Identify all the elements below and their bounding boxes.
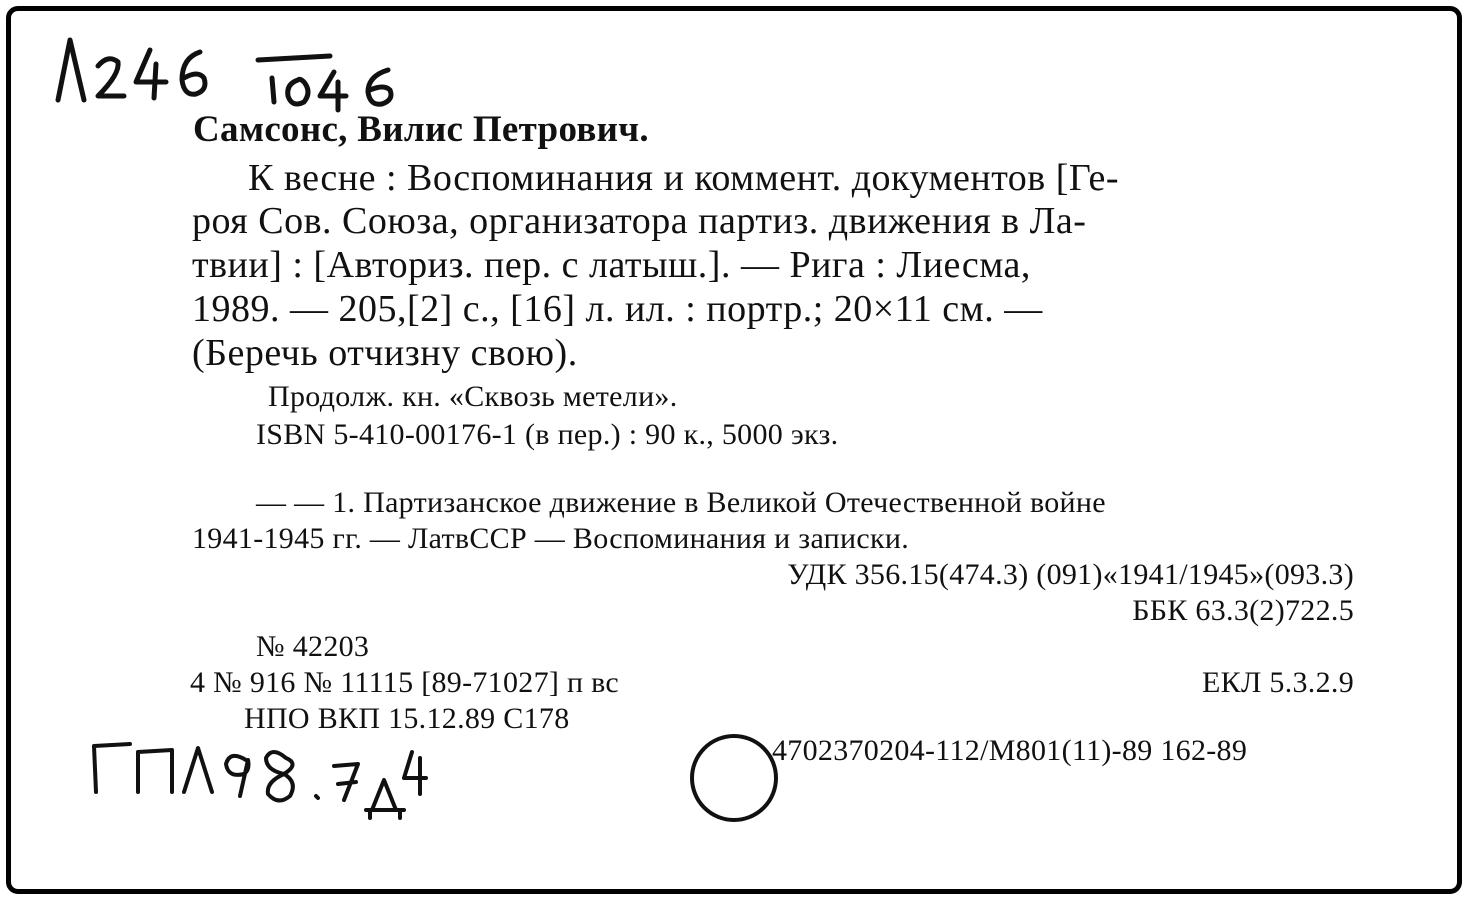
description-line-3: твии] : [Авториз. пер. с латыш.]. — Рига : Лиесма, xyxy=(192,244,1031,286)
record-numbers: 4 № 916 № 11115 [89-71027] п вс xyxy=(190,666,620,699)
udk-code: УДК 356.15(474.3) (091)«1941/1945»(093.3) xyxy=(787,558,1354,591)
description-line-1: К весне : Воспоминания и коммент. документов [Ге- xyxy=(248,157,1120,199)
circle-stamp xyxy=(690,734,778,822)
subject-line-2: 1941-1945 гг. — ЛатвССР — Воспоминания и записки. xyxy=(192,522,910,555)
card-number: № 42203 xyxy=(256,630,370,663)
subject-line-1: — — 1. Партизанское движение в Великой Отечественной войне xyxy=(256,486,1106,519)
ekl-code: ЕКЛ 5.3.2.9 xyxy=(1202,666,1354,699)
description-line-2: роя Сов. Союза, организатора партиз. движения в Ла- xyxy=(192,200,1087,242)
description-line-4: 1989. — 205,[2] с., [16] л. ил. : портр.; 20×11 см. — xyxy=(192,288,1043,330)
publisher-code: 4702370204-112/М801(11)-89 162-89 xyxy=(772,734,1248,767)
isbn-line: ISBN 5-410-00176-1 (в пер.) : 90 к., 5000 экз. xyxy=(256,418,839,451)
author-heading: Самсонс, Вилис Петрович. xyxy=(193,109,649,150)
description-line-5: (Беречь отчизну свою). xyxy=(192,332,578,374)
series-note: Продолж. кн. «Сквозь метели». xyxy=(268,380,678,413)
bbk-code: ББК 63.3(2)722.5 xyxy=(1132,594,1354,627)
printing-info: НПО ВКП 15.12.89 С178 xyxy=(244,702,570,735)
